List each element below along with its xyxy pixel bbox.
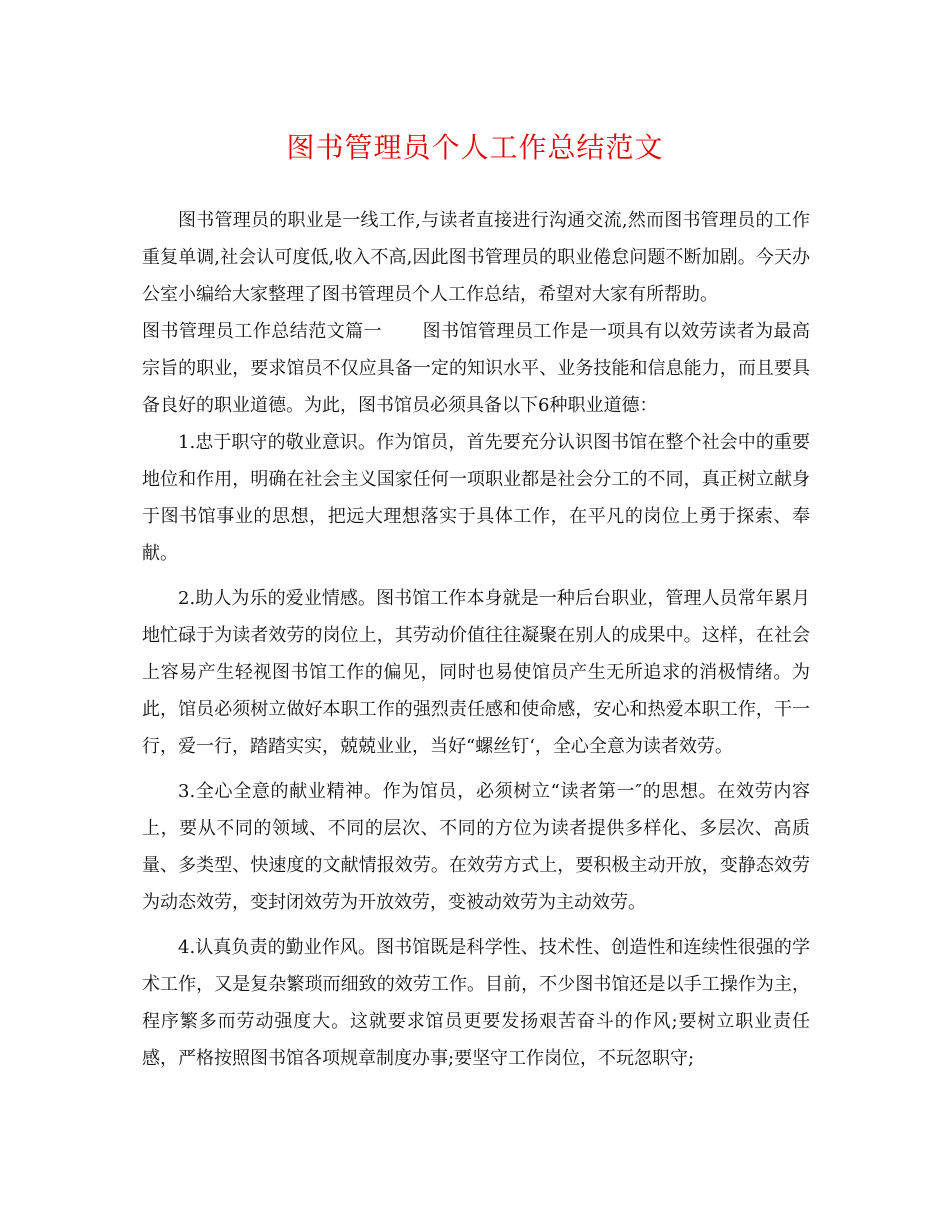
section-paragraph bbox=[142, 313, 810, 424]
list-item: 4.认真负责的勤业作风。图书馆既是科学性、技术性、创造性和连续性很强的学术工作，又是复杂繁琐而细致的效劳工作。目前，不少图书馆还是以手工操作为主，程序繁多而劳动强度大。这就要求馆员更要发扬艰苦奋斗的作风;要树立职业责任感，严格按照图书馆各项规章制度办事;要坚守工作岗位，不玩忽职守; bbox=[142, 937, 810, 1069]
intro-paragraph: 图书管理员的职业是一线工作,与读者直接进行沟通交流,然而图书管理员的工作重复单调,社会认可度低,收入不高,因此图书管理员的职业倦怠问题不断加剧。今天办公室小编给大家整理了图书管理员个人工作总结，希望对大家有所帮助。 bbox=[142, 210, 810, 305]
list-item: 2.助人为乐的爱业情感。图书馆工作本身就是一种后台职业，管理人员常年累月地忙碌于为读者效劳的岗位上，其劳动价值往往凝聚在别人的成果中。这样，在社会上容易产生轻视图书馆工作的偏见，同时也易使馆员产生无所追求的消极情绪。为此，馆员必须树立做好本职工作的强烈责任感和使命感，安心和热爱本职工作，干一行，爱一行，踏踏实实，兢兢业业，当好“螺丝钉‘，全心全意为读者效劳。 bbox=[142, 588, 810, 757]
page-title: 图书管理员个人工作总结范文 bbox=[286, 131, 664, 164]
list-item: 1.忠于职守的敬业意识。作为馆员，首先要充分认识图书馆在整个社会中的重要地位和作用，明确在社会主义国家任何一项职业都是社会分工的不同，真正树立献身于图书馆事业的思想，把远大理想落实于具体工作，在平凡的岗位上勇于探索、奉献。 bbox=[142, 432, 810, 564]
document-body bbox=[142, 202, 810, 1077]
section-heading: 图书管理员工作总结范文篇一 bbox=[142, 321, 383, 342]
section-lead: 图书馆管理员工作是一项具有以效劳读者为最高宗旨的职业，要求馆员不仅应具备一定的知识水平、业务技能和信息能力，而且要具备良好的职业道德。为此，图书馆员必须具备以下6种职业道德： bbox=[142, 321, 811, 416]
list-item: 3.全心全意的献业精神。作为馆员，必须树立“读者第一″的思想。在效劳内容上，要从不同的领域、不同的层次、不同的方位为读者提供多样化、多层次、高质量、多类型、快速度的文献情报效劳。在效劳方式上，要积极主动开放，变静态效劳为动态效劳，变封闭效劳为开放效劳，变被动效劳为主动效劳。 bbox=[142, 781, 810, 913]
